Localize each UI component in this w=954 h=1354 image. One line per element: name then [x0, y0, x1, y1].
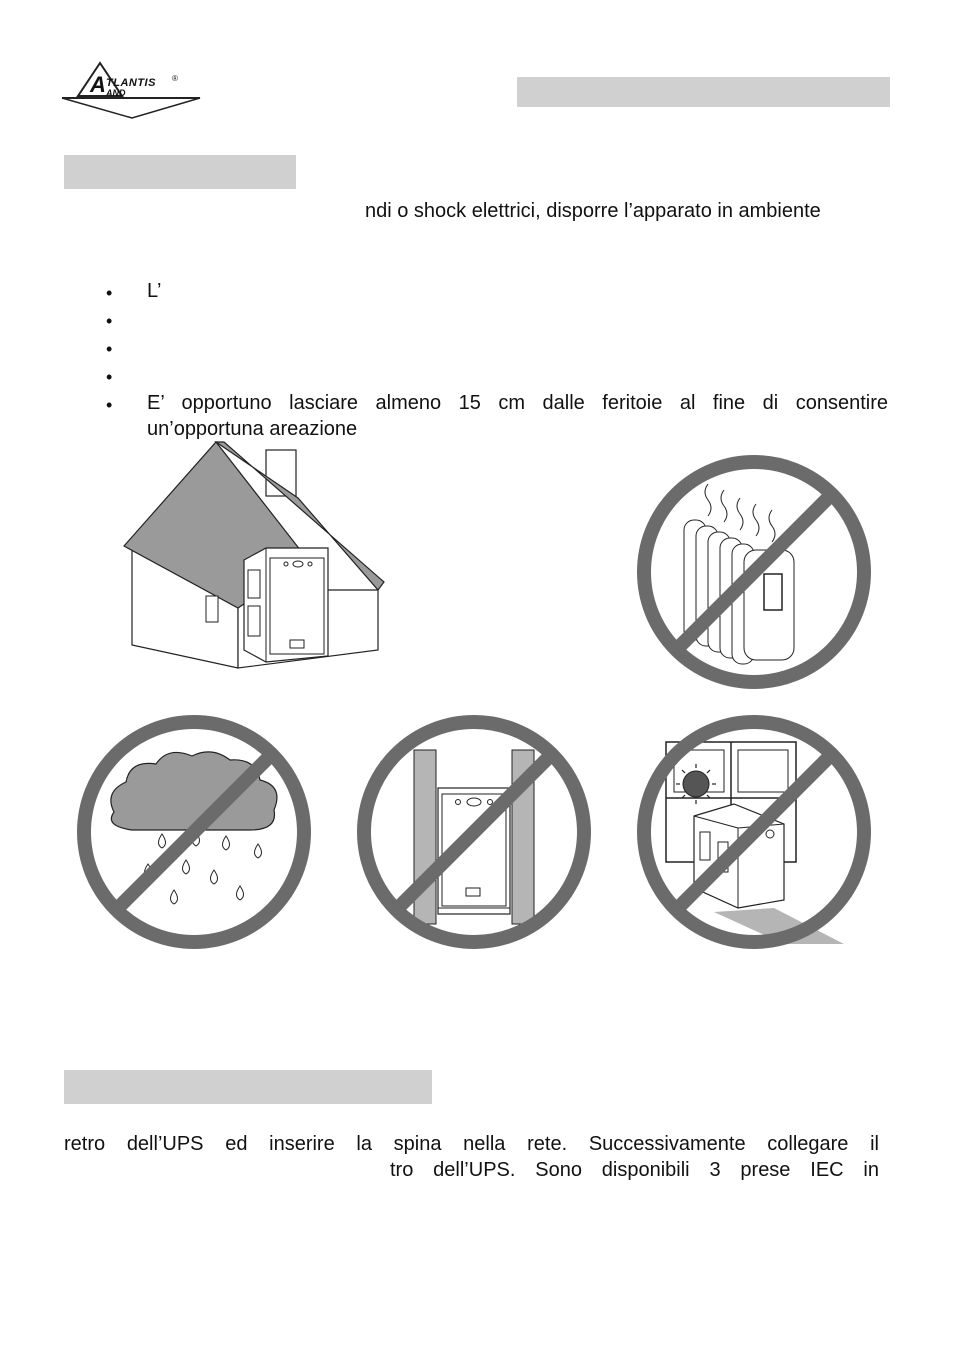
no-direct-sunlight-icon — [634, 712, 878, 952]
no-rain-icon — [74, 712, 318, 952]
logo-brand: TLANTIS — [106, 77, 156, 89]
section1-intro: ndi o shock elettrici, disporre l’apparato in ambiente — [365, 200, 821, 222]
bullet-item-1: L’ — [147, 280, 162, 302]
bullet-item-5: E’ opportuno lasciare almeno 15 cm dalle feritoie al fine di consentire — [147, 392, 888, 414]
logo-initial: A — [90, 72, 106, 97]
header-redacted-bar — [517, 77, 890, 107]
logo-registered: ® — [172, 74, 178, 83]
bullet-dot: • — [106, 395, 113, 415]
section1-heading-bar — [64, 155, 296, 189]
no-enclosed-space-icon — [354, 712, 598, 952]
no-heater-icon — [634, 454, 874, 690]
bullet-dot: • — [106, 339, 113, 359]
bullet-dot: • — [106, 367, 113, 387]
section2-line1: retro dell’UPS ed inserire la spina nella rete. Successivamente collegare il — [64, 1133, 879, 1155]
section2-line2: tro dell’UPS. Sono disponibili 3 prese IEC in — [390, 1159, 879, 1181]
ups-in-house-icon — [120, 440, 390, 680]
section2-heading-bar — [64, 1070, 432, 1104]
bullet-item-5-cont: un’opportuna areazione — [147, 418, 358, 440]
bullet-dot: • — [106, 311, 113, 331]
bullet-dot: • — [106, 283, 113, 303]
atlantis-logo — [60, 58, 205, 120]
logo-sub: AND — [106, 88, 126, 98]
